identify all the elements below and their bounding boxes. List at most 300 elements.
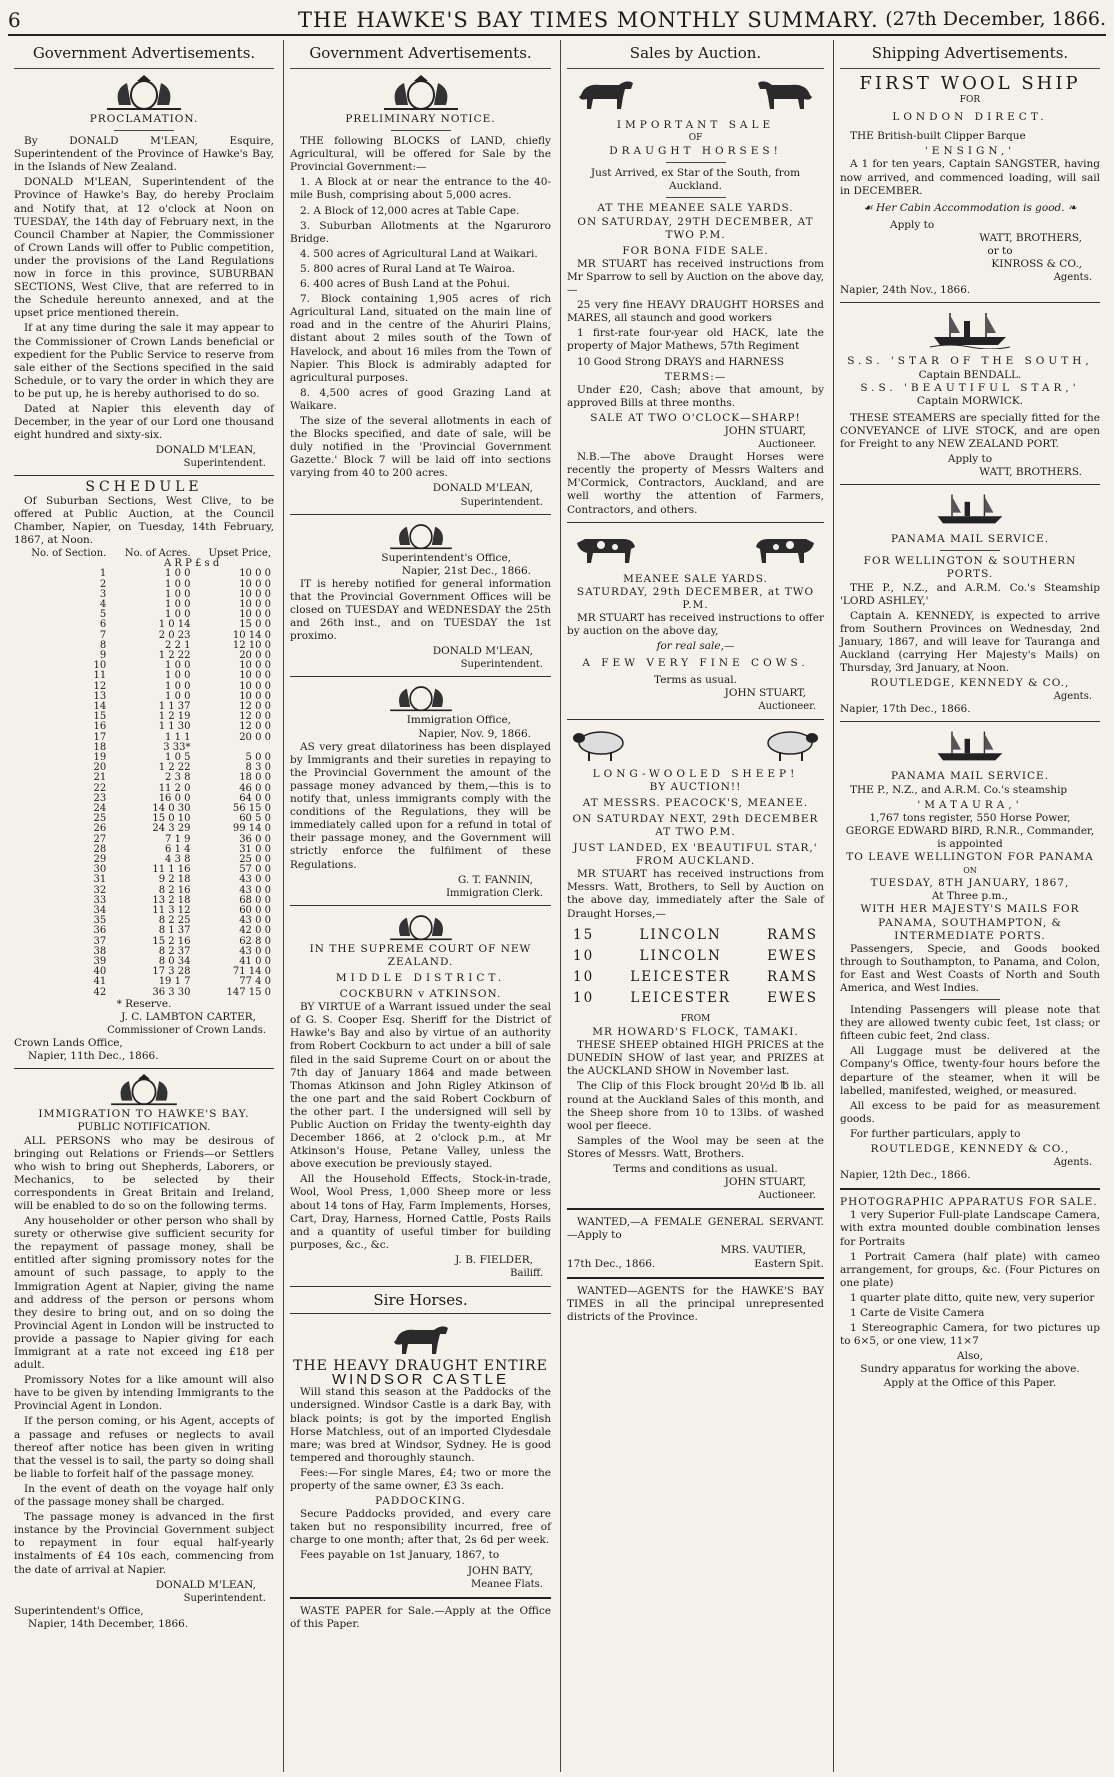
schedule-row bbox=[14, 916, 274, 926]
panama-mail-ad-2 bbox=[840, 728, 1100, 1182]
apparatus-item: 1 Carte de Visite Camera bbox=[850, 1307, 985, 1320]
upset-price: 20 0 0 bbox=[239, 649, 271, 661]
signature-title: Agents. bbox=[1053, 691, 1092, 703]
ad-title: THE HEAVY DRAUGHT ENTIRE bbox=[293, 1358, 548, 1375]
acres: 1 2 22 bbox=[158, 649, 191, 661]
newspaper-title: THE HAWKE'S BAY TIMES MONTHLY SUMMARY. bbox=[298, 8, 879, 32]
lot-type: EWES bbox=[767, 989, 818, 1006]
section-number: 22 bbox=[93, 782, 107, 794]
land-block-item: 7. Block containing 1,905 acres of rich Agricultural Land, situated on the main line of road and in the centre of the Ahuriri Plains, distant about 2 miles south of the Town of Havelock, and about 16 miles from the Town of Napier. This Block is admirably adapted for agricultural purposes. bbox=[290, 293, 551, 384]
acres: 1 0 0 bbox=[165, 598, 191, 610]
immigration-ad bbox=[14, 1074, 274, 1631]
section-number: 28 bbox=[93, 843, 107, 855]
ship-name: S.S. 'BEAUTIFUL STAR,' bbox=[860, 381, 1080, 394]
signature: DONALD M'LEAN, bbox=[432, 645, 533, 658]
ad-title: PANAMA MAIL SERVICE. bbox=[890, 533, 1050, 546]
land-block-item: 2. A Block of 12,000 acres at Table Cape. bbox=[300, 204, 520, 217]
schedule-row bbox=[14, 682, 274, 692]
upset-price: 43 0 0 bbox=[239, 915, 271, 927]
signature: DONALD M'LEAN, bbox=[155, 444, 256, 457]
case-name: COCKBURN v ATKINSON. bbox=[339, 988, 502, 1001]
lot-count: 10 bbox=[573, 947, 595, 964]
section-number: 18 bbox=[93, 741, 107, 753]
paragraph: THESE SHEEP obtained HIGH PRICES at the DUNEDIN SHOW of last year, and PRIZES at the AUCKLAND SHOW in November last. bbox=[567, 1039, 824, 1078]
ad-title: PHOTOGRAPHIC APPARATUS FOR SALE. bbox=[840, 1196, 1098, 1209]
ad-title: LONDON DIRECT. bbox=[892, 111, 1048, 124]
paragraph: Under £20, Cash; above that amount, by approved Bills at three months. bbox=[567, 383, 824, 409]
subheading: TERMS:— bbox=[664, 370, 727, 383]
section-number: 32 bbox=[93, 884, 107, 896]
acres: 2 2 1 bbox=[165, 639, 191, 651]
signature: JOHN STUART, bbox=[724, 687, 806, 700]
sheep-icon bbox=[571, 726, 633, 762]
upset-price: 25 0 0 bbox=[239, 854, 271, 865]
upset-price: 10 0 0 bbox=[239, 568, 271, 580]
section-number: 15 bbox=[93, 711, 107, 723]
col-header: No. of Section. bbox=[31, 547, 107, 559]
apparatus-item: 1 Stereographic Camera, for two pictures up to 6×5, or one view, 11×7 bbox=[840, 1322, 1100, 1348]
acres: 11 2 0 bbox=[158, 782, 191, 794]
upset-price: 10 0 0 bbox=[239, 690, 271, 702]
paragraph: All excess to be paid for as measurement goods. bbox=[840, 1099, 1100, 1125]
paragraph: THE following BLOCKS of LAND, chiefly Agricultural, will be offered for Sale by the Provincial Government:— bbox=[290, 135, 551, 174]
agent-name: WATT, BROTHERS. bbox=[979, 466, 1082, 479]
place: Meanee Flats. bbox=[470, 1578, 543, 1590]
schedule-row bbox=[14, 580, 274, 590]
signature-title: Superintendent. bbox=[460, 659, 543, 671]
cabin-text: Her Cabin Accommodation is good. bbox=[876, 201, 1065, 214]
lot-item: 1 first-rate four-year old HACK, late the property of Major Mathews, 57th Regiment bbox=[567, 327, 824, 353]
schedule-row bbox=[14, 896, 274, 906]
signature-title: Superintendent. bbox=[460, 496, 543, 508]
sheep-icon bbox=[758, 726, 820, 762]
upset-price: 46 0 0 bbox=[239, 782, 271, 794]
acres: 24 3 29 bbox=[152, 823, 191, 835]
proclamation-body: DONALD M'LEAN, Superintendent of the Province of Hawke's Bay, do hereby Proclaim and Notify that, at 12 o'clock at Noon on TUESDAY, the 14th day of February next, in the Council Chamber at Napier, the Commissioner of Crown Lands will offer to Public competition, under the provisions of the Land Regulations now in force in this province, SUBURBAN SECTIONS, West Clive, that are referred to in the Schedule hereunto annexed, and at the upset price mentioned therein. bbox=[14, 176, 274, 320]
schedule-row bbox=[14, 967, 274, 977]
immigration-office-ad bbox=[290, 682, 551, 899]
section-number: 23 bbox=[93, 792, 107, 804]
immigration-title: IMMIGRATION TO HAWKE'S BAY. bbox=[38, 1108, 250, 1121]
column-heading: Sales by Auction. bbox=[567, 40, 824, 69]
paragraph: Fees payable on 1st January, 1867, to bbox=[300, 1549, 500, 1562]
section-number: 8 bbox=[99, 639, 107, 651]
land-block-item: 8. 4,500 acres of good Grazing Land at Waikare. bbox=[290, 386, 551, 412]
horse-icon bbox=[750, 75, 820, 113]
signature-title: Superintendent. bbox=[183, 1592, 266, 1604]
schedule-row bbox=[14, 753, 274, 763]
section-number: 13 bbox=[93, 690, 107, 702]
masthead bbox=[8, 6, 1106, 36]
lot-item: A FEW VERY FINE COWS. bbox=[582, 657, 809, 670]
photographic-apparatus-ad bbox=[840, 1196, 1100, 1389]
lot-type: RAMS bbox=[766, 926, 818, 943]
acres: 8 2 25 bbox=[158, 915, 191, 927]
proclamation-title: PROCLAMATION. bbox=[89, 113, 199, 125]
section-number: 41 bbox=[93, 976, 107, 988]
upset-price: 60 0 0 bbox=[239, 905, 271, 917]
paragraph: Just Arrived, ex Star of the South, from Auckland. bbox=[590, 167, 801, 193]
signature: G. T. FANNIN, bbox=[457, 873, 533, 886]
upset-price: 64 0 0 bbox=[239, 792, 271, 804]
upset-price: 43 0 0 bbox=[239, 884, 271, 896]
sale-time: ON SATURDAY, 29TH DECEMBER, AT TWO P.M. bbox=[577, 215, 814, 241]
sheep-lots bbox=[567, 926, 824, 1006]
land-block-item: 5. 800 acres of Rural Land at Te Wairoa. bbox=[300, 262, 516, 275]
signature: JOHN BATY, bbox=[467, 1564, 533, 1577]
schedule-row bbox=[14, 937, 274, 947]
land-block-item: 4. 500 acres of Agricultural Land at Waikari. bbox=[300, 247, 538, 260]
acres: 2 0 23 bbox=[158, 629, 191, 641]
schedule-ad bbox=[14, 481, 274, 1063]
office: Immigration Office, bbox=[406, 714, 511, 727]
paragraph: THE British-built Clipper Barque bbox=[850, 130, 1026, 143]
acres: 1 0 0 bbox=[165, 670, 191, 682]
paragraph: Fees:—For single Mares, £4; two or more the property of the same owner, £3 3s each. bbox=[290, 1466, 551, 1492]
signature-title: Auctioneer. bbox=[758, 701, 816, 713]
upset-price: 57 0 0 bbox=[239, 864, 271, 876]
schedule-title: SCHEDULE bbox=[85, 479, 203, 496]
ship-name: S.S. 'STAR OF THE SOUTH, bbox=[847, 355, 1093, 368]
acres: 13 2 18 bbox=[152, 894, 191, 906]
lot-breed: LINCOLN bbox=[639, 947, 722, 964]
schedule-row bbox=[14, 671, 274, 681]
notice-title: PRELIMINARY NOTICE. bbox=[345, 113, 496, 125]
upset-price: 12 0 0 bbox=[239, 700, 271, 712]
schedule-row bbox=[14, 784, 274, 794]
section-number: 3 bbox=[99, 588, 107, 600]
paragraph: BY VIRTUE of a Warrant issued under the seal of G. S. Cooper Esq. Sheriff for the District of Hawke's Bay and also by virtue of an authority from Robert Cockburn to act under a bill of sale filed in the said Supreme Court on or about the 7th day of January 1864 and made between Thomas Atkinson and John Rigley Atkinson of the one part and the said Robert Cockburn of the other part. I the undersigned will sell by Public Auction on Friday the twenty-eighth day December 1866, at 2 o'clock p.m., at Mr Atkinson's House, Petane Valley, unless the above execution be previously stayed. bbox=[290, 1001, 551, 1171]
upset-price: 8 3 0 bbox=[245, 762, 271, 774]
acres: 11 1 16 bbox=[152, 864, 191, 876]
paragraph: Will stand this season at the Paddocks of the undersigned. Windsor Castle is a dark Bay, with black points; is got by the imported English Horse Matchless, out of an imported Clydesdale mare; was bred at Windsor, Sydney. He is good tempered and thoroughly staunch. bbox=[290, 1386, 551, 1464]
signature-title: Agents. bbox=[1053, 1157, 1092, 1169]
wanted-agents-ad bbox=[567, 1285, 824, 1324]
royal-crest-icon bbox=[381, 520, 461, 550]
acres: 1 0 5 bbox=[165, 751, 191, 763]
section-number: 17 bbox=[93, 731, 107, 743]
upset-price: 56 15 0 bbox=[232, 802, 271, 814]
proclamation-dated: Dated at Napier this eleventh day of December, in the year of our Lord one thousand eight hundred and sixty-six. bbox=[14, 402, 274, 442]
immigration-subtitle: PUBLIC NOTIFICATION. bbox=[77, 1121, 211, 1134]
section-number: 12 bbox=[93, 680, 107, 692]
section-number: 2 bbox=[99, 578, 107, 590]
lot-item: 25 very fine HEAVY DRAUGHT HORSES and MARES, all staunch and good workers bbox=[567, 299, 824, 325]
ad-title: PANAMA MAIL SERVICE. bbox=[890, 770, 1050, 783]
signature-title: Auctioneer. bbox=[758, 1190, 816, 1202]
subheading: PADDOCKING. bbox=[375, 1495, 466, 1508]
ad-title: OF bbox=[688, 133, 703, 144]
steamship-icon bbox=[930, 728, 1010, 764]
horse-icon bbox=[571, 75, 641, 113]
paragraph: All Luggage must be delivered at the Company's Office, twenty-four hours before the departure of the steamer, when it will be labelled, manifested, weighed, or measured. bbox=[840, 1045, 1100, 1097]
section-number: 19 bbox=[93, 751, 107, 763]
schedule-row bbox=[14, 651, 274, 661]
paragraph: ALL PERSONS who may be desirous of bringing out Relations or Friends—or Settlers who wish to bring out Shepherds, Laborers, or Mechanics, to be selected by their correspondents in Great Britain and Ireland, will be enabled to do so on the following terms. bbox=[14, 1134, 274, 1212]
acres: 8 2 37 bbox=[158, 945, 191, 957]
section-number: 40 bbox=[93, 966, 107, 978]
schedule-intro: Of Suburban Sections, West Clive, to be offered at Public Auction, at the Council Chamber, Napier, on Tuesday, 14th February, 1867, at Noon. bbox=[14, 494, 274, 546]
page-columns bbox=[8, 40, 1106, 1772]
acres: 1 0 0 bbox=[165, 609, 191, 621]
upset-price: 71 14 0 bbox=[232, 966, 271, 978]
waste-paper-ad bbox=[290, 1605, 551, 1631]
paragraph: In the event of death on the voyage half only of the passage money shall be charged. bbox=[14, 1482, 274, 1509]
schedule-row bbox=[14, 733, 274, 743]
upset-price: 36 0 0 bbox=[239, 833, 271, 845]
acres: 1 1 37 bbox=[158, 700, 191, 712]
paragraph: ON bbox=[963, 866, 977, 876]
lot-type: EWES bbox=[767, 947, 818, 964]
draught-horses-ad bbox=[567, 75, 824, 517]
lot-type: RAMS bbox=[766, 968, 818, 985]
land-block-item: 6. 400 acres of Bush Land at the Pohui. bbox=[300, 278, 510, 291]
issue-date: (27th December, 1866. bbox=[885, 8, 1106, 30]
signature-title: Commissioner of Crown Lands. bbox=[107, 1025, 266, 1037]
paragraph: The passage money is advanced in the first instance by the Provincial Government subject to repayment in four equal half-yearly instalments of £4 10s each, commencing from the date of arrival at Napier. bbox=[14, 1511, 274, 1576]
upset-price: 20 0 0 bbox=[239, 731, 271, 743]
schedule-row bbox=[14, 722, 274, 732]
column-heading: Government Advertisements. bbox=[290, 40, 551, 69]
paragraph: 1,767 tons register, 550 Horse Power, bbox=[869, 811, 1071, 824]
acres: 1 0 0 bbox=[165, 660, 191, 672]
lot-count: 15 bbox=[573, 926, 595, 943]
signature-title: Agents. bbox=[1053, 272, 1092, 284]
page-number: 6 bbox=[8, 8, 21, 32]
date: Napier, 17th Dec., 1866. bbox=[840, 703, 971, 716]
lot-row bbox=[573, 947, 818, 964]
signature: ROUTLEDGE, KENNEDY & CO., bbox=[870, 1143, 1070, 1155]
ad-title: FOR bbox=[959, 95, 981, 106]
upset-price: 68 0 0 bbox=[239, 894, 271, 906]
lot-row bbox=[573, 926, 818, 943]
column-government-1 bbox=[8, 40, 280, 1772]
acres: 1 0 0 bbox=[165, 588, 191, 600]
acres: 1 1 1 bbox=[165, 731, 191, 743]
acres: 1 0 14 bbox=[158, 619, 191, 631]
paragraph: AS very great dilatoriness has been displayed by Immigrants and their sureties in repaying to the Provincial Government the amount of the passage money advanced by them,—this is to notify that, unless immigrants comply with the conditions of the Regulations, they will be immediately called upon for a refund in total of their passage money, and the Government will strictly enforce the fulfilment of these Regulations. bbox=[290, 740, 551, 871]
acres: 1 0 0 bbox=[165, 578, 191, 590]
section-number: 20 bbox=[93, 762, 107, 774]
paragraph: Intending Passengers will please note that they are allowed twenty cubic feet, 1st class; or fifteen cubic feet, 2nd class. bbox=[840, 1004, 1100, 1043]
steamship-icon bbox=[930, 491, 1010, 527]
schedule-row bbox=[14, 835, 274, 845]
paragraph: All the Household Effects, Stock-in-trade, Wool, Wool Press, 1,000 Sheep more or less about 14 tons of Hay, Farm Implements, Horses, Cart, Dray, Harness, Horned Cattle, Posts Rails and a quantity of useful timber for building purposes, &c., &c. bbox=[290, 1173, 551, 1251]
schedule-row bbox=[14, 947, 274, 957]
subheading: BY AUCTION!! bbox=[649, 780, 742, 793]
schedule-row bbox=[14, 661, 274, 671]
upset-price: 43 0 0 bbox=[239, 874, 271, 886]
cow-icon bbox=[571, 529, 641, 567]
schedule-row bbox=[14, 692, 274, 702]
ad-title: LONG-WOOLED SHEEP! bbox=[592, 767, 799, 780]
ad-title: MEANEE SALE YARDS. bbox=[623, 572, 768, 585]
paragraph: Apply at the Office of this Paper. bbox=[883, 1376, 1057, 1389]
upset-price: 10 0 0 bbox=[239, 598, 271, 610]
paragraph: WASTE PAPER for Sale.—Apply at the Office of this Paper. bbox=[290, 1604, 551, 1630]
subheading: MR HOWARD'S FLOCK, TAMAKI. bbox=[592, 1026, 799, 1039]
upset-price: 10 0 0 bbox=[239, 680, 271, 692]
steamers-ad bbox=[840, 309, 1100, 479]
land-block-item: 3. Suburban Allotments at the Ngaruroro Bridge. bbox=[290, 219, 551, 245]
paragraph: Samples of the Wool may be seen at the Stores of Messrs. Watt, Brothers. bbox=[567, 1134, 824, 1160]
date: Napier, 11th Dec., 1866. bbox=[28, 1050, 159, 1063]
signature: JOHN STUART, bbox=[724, 1176, 806, 1189]
upset-price: 15 0 0 bbox=[239, 619, 271, 631]
district: MIDDLE DISTRICT. bbox=[335, 971, 506, 984]
ship-name: 'MATAURA,' bbox=[917, 798, 1023, 811]
upset-price: 5 0 0 bbox=[245, 751, 271, 763]
lot-breed: LEICESTER bbox=[630, 968, 731, 985]
col-header: Upset Price, bbox=[208, 547, 271, 559]
section-number: 6 bbox=[99, 619, 107, 631]
lot-row bbox=[573, 968, 818, 985]
paragraph: Terms and conditions as usual. bbox=[613, 1163, 778, 1175]
sale-place: AT MESSRS. PEACOCK'S, MEANEE. bbox=[582, 796, 809, 809]
upset-price: 99 14 0 bbox=[232, 823, 271, 835]
schedule-row bbox=[14, 702, 274, 712]
agent-name: WATT, BROTHERS, bbox=[979, 231, 1082, 244]
schedule-row bbox=[14, 600, 274, 610]
subheading: FOR BONA FIDE SALE. bbox=[622, 244, 769, 257]
signature-title: Bailiff. bbox=[510, 1268, 543, 1280]
lot-breed: LEICESTER bbox=[630, 989, 731, 1006]
acres: 17 3 28 bbox=[152, 966, 191, 978]
section-number: 11 bbox=[93, 670, 107, 682]
schedule-table bbox=[14, 549, 274, 998]
column-heading: Government Advertisements. bbox=[14, 40, 274, 69]
section-number: 26 bbox=[93, 823, 107, 835]
royal-crest-icon bbox=[381, 682, 461, 712]
column-heading: Shipping Advertisements. bbox=[840, 40, 1100, 69]
acres: 1 0 0 bbox=[165, 690, 191, 702]
paragraph: Passengers, Specie, and Goods booked through to Southampton, to Panama, and Colon, for East and West Coasts of North and South America, and West Indies. bbox=[840, 942, 1100, 994]
royal-crest-icon bbox=[104, 1074, 184, 1106]
section-number: 25 bbox=[93, 813, 107, 825]
paragraph: Sundry apparatus for working the above. bbox=[860, 1363, 1080, 1376]
schedule-row bbox=[14, 763, 274, 773]
royal-crest-icon bbox=[376, 75, 466, 111]
date: Napier, 21st Dec., 1866. bbox=[401, 564, 531, 577]
upset-price: 10 0 0 bbox=[239, 609, 271, 621]
lot-item: 10 Good Strong DRAYS and HARNESS bbox=[577, 355, 785, 368]
upset-price: 60 5 0 bbox=[239, 813, 271, 825]
acres: 1 0 0 bbox=[165, 680, 191, 692]
sheep-ad bbox=[567, 726, 824, 1203]
acres: 15 2 16 bbox=[152, 935, 191, 947]
sale-time: ON SATURDAY NEXT, 29th DECEMBER AT TWO P.M. bbox=[572, 812, 819, 838]
paragraph: Any householder or other person who shall by surety or otherwise give sufficient security for the repayment of passage money, shall be entitled after signing promissory notes for the amount of such passage, to apply to the Immigration Agent at Napier, giving the name and address of the person or persons whom they desire to bring out, and on so doing the Provincial Agent in London will be instructed to provide a passage to Napier giving for each Immigrant at a rate not exceed ing £18 per adult. bbox=[14, 1215, 274, 1372]
schedule-row bbox=[14, 804, 274, 814]
section-number: 14 bbox=[93, 700, 107, 712]
section-number: 16 bbox=[93, 721, 107, 733]
acres: 1 1 30 bbox=[158, 721, 191, 733]
horse-name: WINDSOR CASTLE bbox=[331, 1371, 509, 1389]
schedule-row bbox=[14, 641, 274, 651]
signature: J. C. LAMBTON CARTER, bbox=[121, 1010, 256, 1023]
apparatus-item: 1 Portrait Camera (half plate) with cameo arrangement, for groups, &c. (Four Pictures on one plate) bbox=[840, 1250, 1100, 1289]
office: Superintendent's Office, bbox=[381, 551, 511, 564]
sale-place: AT THE MEANEE SALE YARDS. bbox=[597, 202, 794, 215]
upset-price: 147 15 0 bbox=[226, 986, 271, 998]
captain: Captain MORWICK. bbox=[916, 394, 1024, 407]
paragraph: Apply to bbox=[947, 453, 993, 466]
paragraph: FROM bbox=[680, 1013, 711, 1024]
date: 17th Dec., 1866. bbox=[567, 1257, 656, 1270]
acres: 11 3 12 bbox=[152, 905, 191, 917]
paragraph: GEORGE EDWARD BIRD, R.N.R., Commander, is appointed bbox=[845, 824, 1095, 850]
upset-price: 10 14 0 bbox=[232, 629, 271, 641]
wanted-servant-ad bbox=[567, 1216, 824, 1270]
signature: ROUTLEDGE, KENNEDY & CO., bbox=[870, 677, 1070, 690]
land-block-item: 1. A Block at or near the entrance to the 40-mile Bush, comprising about 5,000 acres. bbox=[290, 176, 551, 202]
section-number: 38 bbox=[93, 945, 107, 957]
steamship-icon bbox=[930, 309, 1010, 349]
paragraph: Captain A. KENNEDY, is expected to arrive from Southern Provinces on Wednesday, 2nd January, 1867, and will leave for Tauranga and Auckland (carrying Her Majesty's Mails) on Thursday, 3rd January, at Noon. bbox=[840, 609, 1100, 675]
acres: 15 0 10 bbox=[152, 813, 191, 825]
section-number: 37 bbox=[93, 935, 107, 947]
schedule-row bbox=[14, 845, 274, 855]
section-number: 21 bbox=[93, 772, 107, 784]
schedule-row bbox=[14, 886, 274, 896]
signature: J. B. FIELDER, bbox=[455, 1253, 533, 1266]
ad-title: DRAUGHT HORSES! bbox=[609, 145, 782, 158]
section-number: 42 bbox=[93, 986, 107, 998]
proclamation-ad bbox=[14, 75, 274, 470]
ship-name: 'ENSIGN,' bbox=[924, 145, 1016, 158]
subheading: FOR WELLINGTON & SOUTHERN PORTS. bbox=[863, 555, 1077, 581]
paragraph: Terms as usual. bbox=[654, 674, 737, 687]
paragraph: THESE STEAMERS are specially fitted for the CONVEYANCE of LIVE STOCK, and are open for Freight to any NEW ZEALAND PORT. bbox=[840, 411, 1100, 450]
acres: 36 3 30 bbox=[152, 986, 191, 998]
acres: 19 1 7 bbox=[158, 976, 191, 988]
paragraph: WANTED—AGENTS for the HAWKE'S BAY TIMES in all the principal unrepresented districts of the Province. bbox=[567, 1284, 824, 1323]
acres: 14 0 30 bbox=[152, 802, 191, 814]
subheading: SALE AT TWO O'CLOCK—SHARP! bbox=[590, 411, 801, 424]
upset-price: 41 0 0 bbox=[239, 956, 271, 968]
preliminary-notice-ad bbox=[290, 75, 551, 509]
upset-price: 10 0 0 bbox=[239, 588, 271, 600]
section-number: 36 bbox=[93, 925, 107, 937]
acres: 1 2 22 bbox=[158, 762, 191, 774]
proclamation-body-2: If at any time during the sale it may appear to the Commissioner of Crown Lands beneficial or expedient for the Public Service to reserve from sale either of the Sections specified in the said Schedule, or to vary the order in which they are to be put up, he is hereby authorised to do so. bbox=[14, 322, 274, 400]
acres: 16 0 0 bbox=[158, 792, 191, 804]
ad-title: IMPORTANT SALE bbox=[616, 119, 775, 131]
section-number: 1 bbox=[99, 568, 107, 580]
paragraph: Promissory Notes for a like amount will also have to be given by intending Immigrants to the Provincial Agent in London. bbox=[14, 1374, 274, 1413]
schedule-row bbox=[14, 875, 274, 885]
upset-price: 10 0 0 bbox=[239, 670, 271, 682]
schedule-row bbox=[14, 906, 274, 916]
upset-price: 42 0 0 bbox=[239, 925, 271, 937]
schedule-row bbox=[14, 610, 274, 620]
apparatus-item: 1 quarter plate ditto, quite new, very superior bbox=[850, 1291, 1095, 1304]
paragraph: Apply to bbox=[890, 218, 935, 231]
signature-title: Immigration Clerk. bbox=[446, 887, 543, 899]
section-number: 27 bbox=[93, 833, 107, 845]
paragraph: If the person coming, or his Agent, accepts of a passage and refuses or neglects to avail thereof after notice has been given in writing that the vessel is to sail, the party so doing shall be liable to forfeit half of the passage money. bbox=[14, 1415, 274, 1480]
court-title: IN THE SUPREME COURT OF NEW ZEALAND. bbox=[309, 942, 532, 968]
section-heading: Sire Horses. bbox=[290, 1286, 551, 1314]
upset-price: 43 0 0 bbox=[239, 945, 271, 957]
upset-price: 12 0 0 bbox=[239, 721, 271, 733]
schedule-row bbox=[14, 569, 274, 579]
section-number: 30 bbox=[93, 864, 107, 876]
lot-count: 10 bbox=[573, 989, 595, 1006]
upset-price: 62 8 0 bbox=[239, 935, 271, 947]
signature-title: Superintendent. bbox=[183, 458, 266, 470]
lot-breed: LINCOLN bbox=[639, 926, 722, 943]
